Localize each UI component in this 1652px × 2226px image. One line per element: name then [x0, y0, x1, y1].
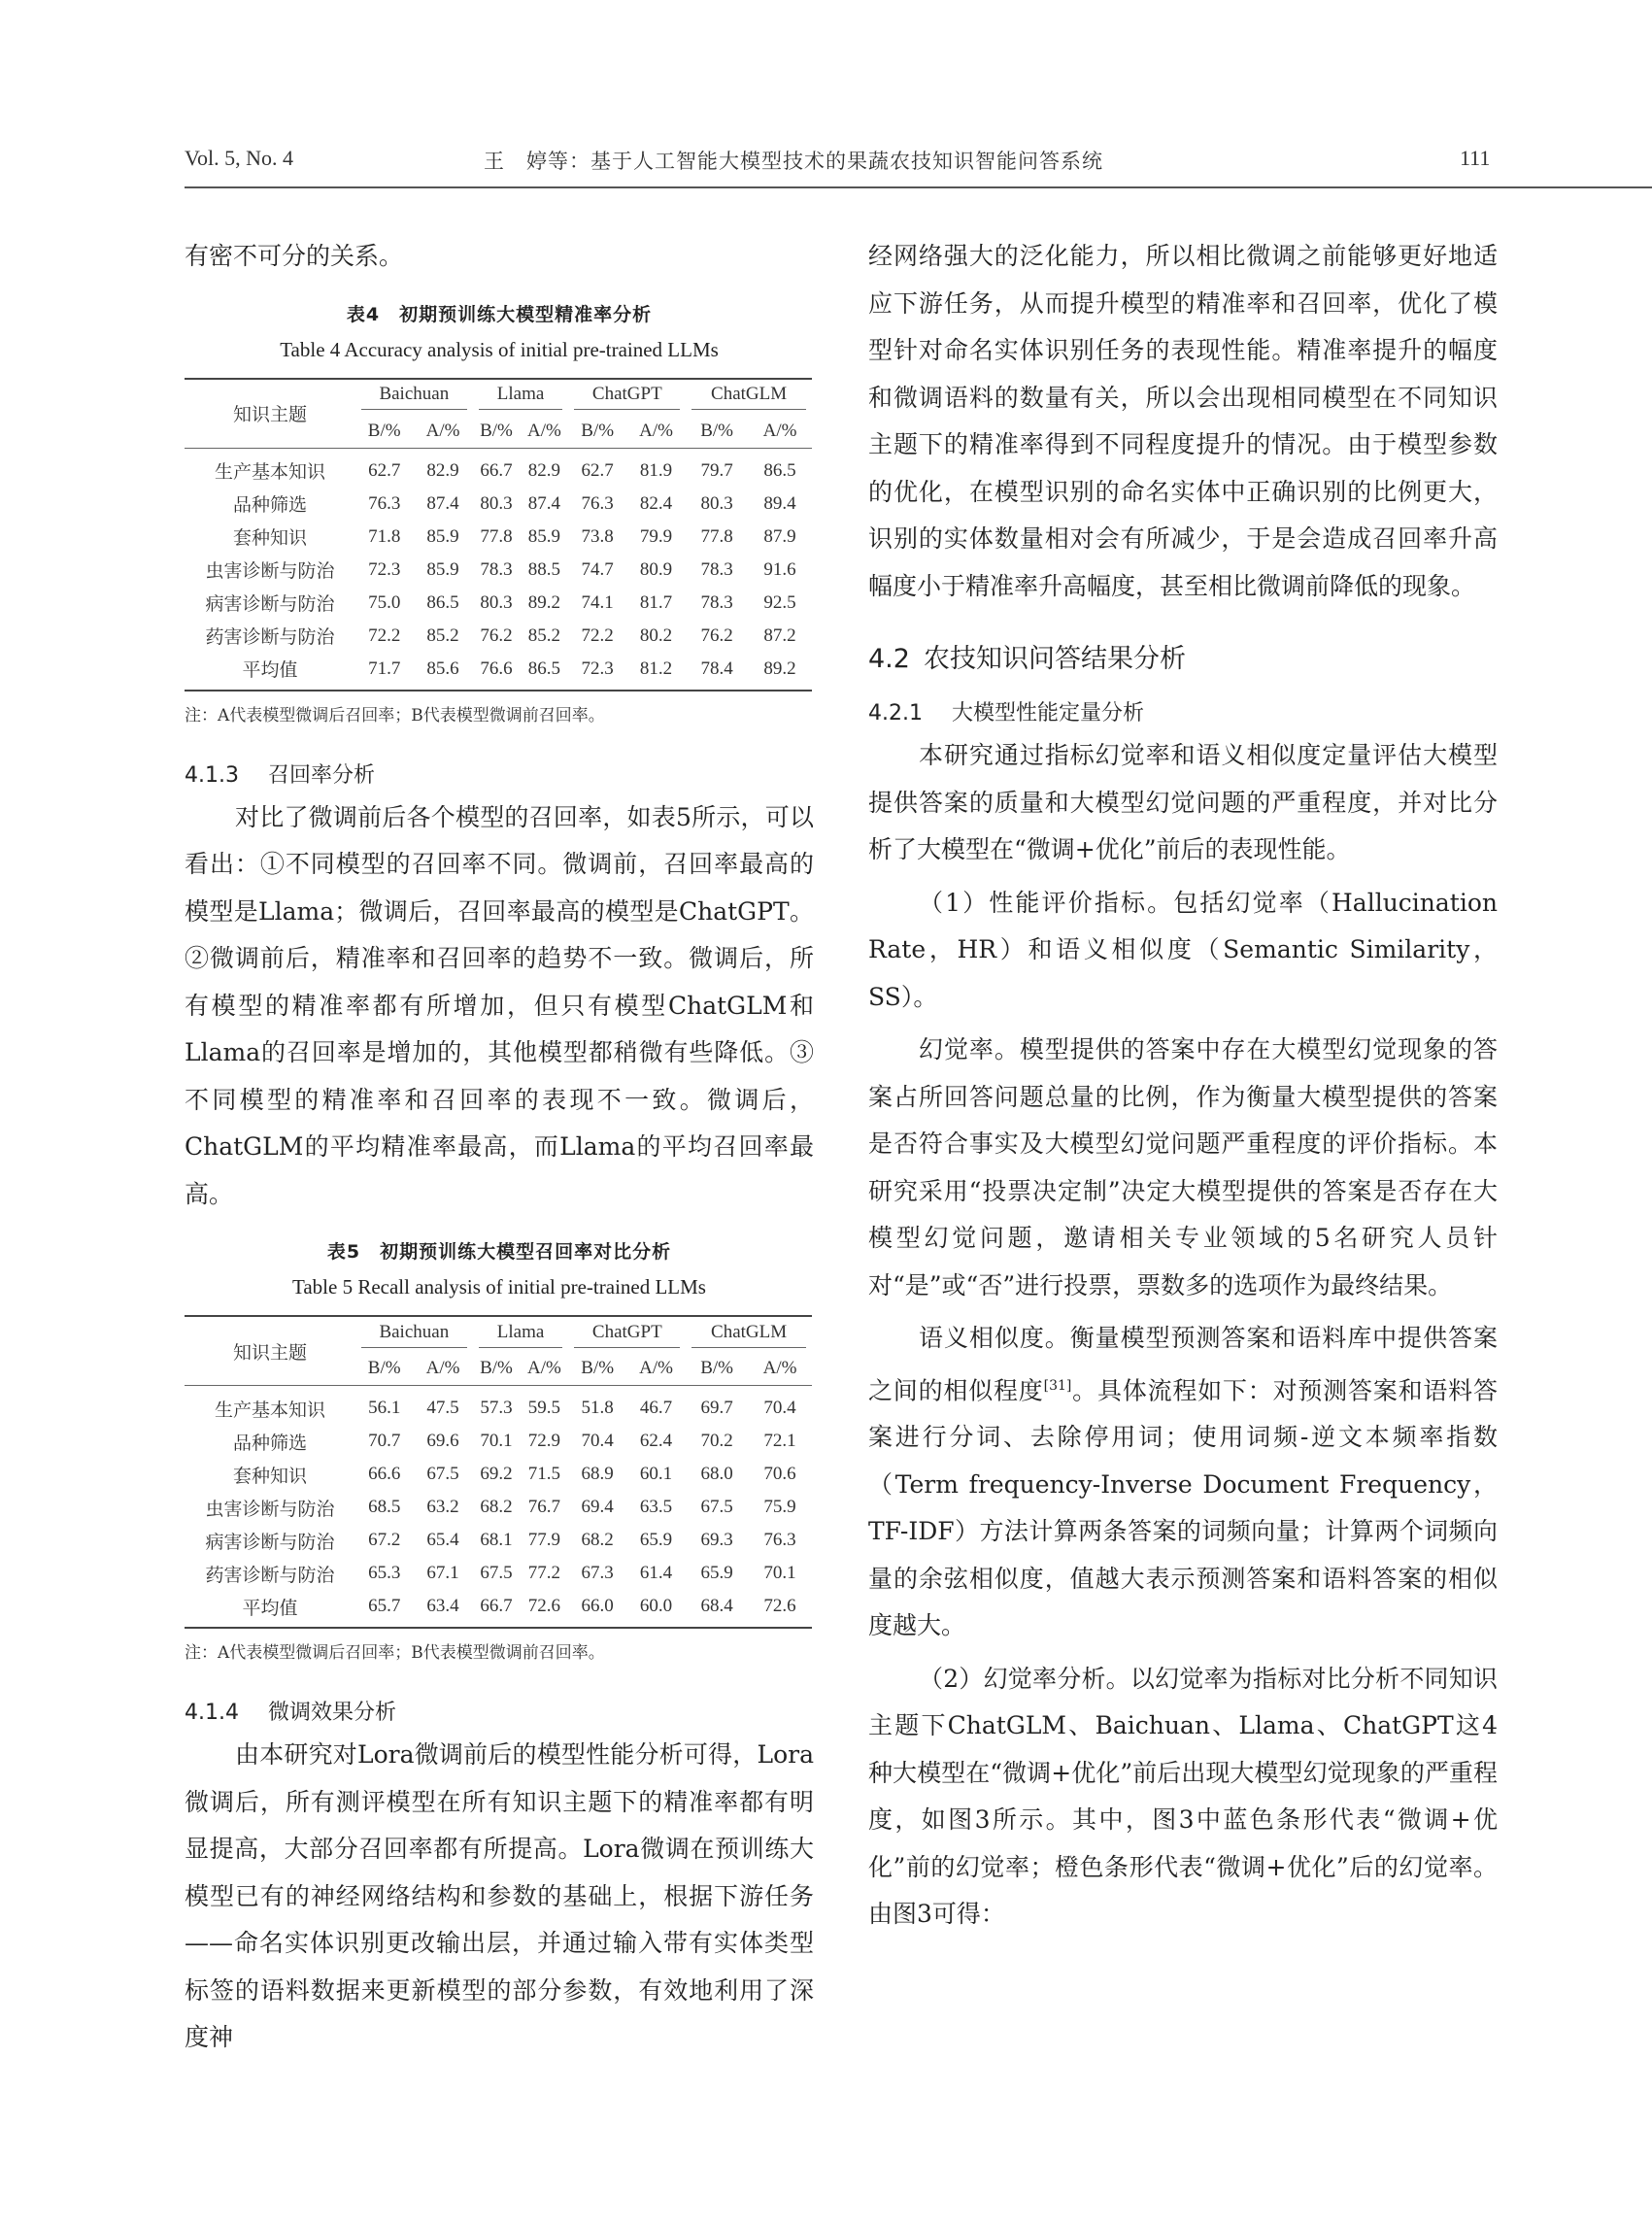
table4-sub-header: B/% [473, 415, 521, 449]
table-row [185, 620, 812, 653]
table-cell: 89.4 [763, 492, 796, 514]
table-cell: 70.4 [581, 1431, 614, 1451]
table-cell: 88.5 [527, 558, 561, 580]
table-cell: 68.9 [581, 1464, 614, 1484]
table4-body [185, 448, 812, 691]
table-row [185, 1425, 812, 1458]
table-cell: 89.2 [527, 591, 561, 613]
row-topic: 生产基本知识 [214, 1399, 325, 1421]
right-column [868, 233, 1498, 1939]
row-topic: 平均值 [242, 659, 298, 681]
table4-sub-header: B/% [568, 415, 625, 449]
table-cell: 78.3 [700, 591, 733, 613]
table-cell: 85.2 [527, 624, 561, 646]
table-cell: 62.7 [581, 459, 614, 481]
table-cell: 78.4 [700, 658, 733, 679]
table-cell: 85.6 [426, 658, 459, 679]
table4-sub-header: A/% [748, 415, 812, 449]
table-cell: 86.5 [763, 459, 796, 481]
table4-sub-header: B/% [355, 415, 413, 449]
table-cell: 80.2 [639, 624, 673, 646]
row-topic: 病害诊断与防治 [205, 1531, 335, 1553]
table-cell: 67.3 [581, 1563, 614, 1583]
table-cell: 76.6 [480, 658, 513, 679]
header-rule [185, 186, 1652, 188]
table-cell: 80.3 [700, 492, 733, 514]
table-cell: 80.9 [639, 558, 673, 580]
table-cell: 66.7 [480, 459, 513, 481]
table-cell: 82.9 [527, 459, 561, 481]
table-cell: 70.4 [763, 1398, 796, 1418]
citation-ref: [31] [1043, 1377, 1072, 1394]
page-number: 111 [1460, 146, 1491, 170]
table-cell: 76.2 [700, 624, 733, 646]
table-cell: 67.5 [480, 1563, 513, 1583]
table-cell: 57.3 [480, 1398, 513, 1418]
table-cell: 47.5 [426, 1398, 459, 1418]
row-topic: 生产基本知识 [214, 461, 325, 483]
table5-model-header: ChatGLM [686, 1316, 812, 1352]
table5-sub-header: B/% [686, 1352, 748, 1386]
table-cell: 74.7 [581, 558, 614, 580]
table-cell: 72.3 [368, 558, 401, 580]
table4-topic-header: 知识主题 [185, 379, 355, 449]
table-cell: 76.3 [581, 492, 614, 514]
table-cell: 70.7 [368, 1431, 401, 1451]
table-cell: 80.3 [480, 492, 513, 514]
table-cell: 59.5 [527, 1398, 561, 1418]
table-cell: 65.9 [700, 1563, 733, 1583]
row-topic: 虫害诊断与防治 [205, 1498, 335, 1520]
table4-sub-header: A/% [520, 415, 568, 449]
table-cell: 89.2 [763, 658, 796, 679]
table5-note: 注：A代表模型微调后召回率；B代表模型微调前召回率。 [185, 1643, 605, 1663]
table4-note: 注：A代表模型微调后召回率；B代表模型微调前召回率。 [185, 705, 605, 725]
table-cell: 68.2 [581, 1530, 614, 1550]
table-cell: 82.9 [426, 459, 459, 481]
table-cell: 76.7 [527, 1497, 561, 1517]
table-cell: 70.6 [763, 1464, 796, 1484]
table4-model-header: Llama [473, 379, 569, 415]
table-cell: 62.7 [368, 459, 401, 481]
table-cell: 62.4 [639, 1431, 673, 1451]
table-cell: 77.8 [700, 525, 733, 547]
table-cell: 71.5 [527, 1464, 561, 1484]
table-row [185, 1590, 812, 1628]
table-cell: 81.2 [639, 658, 673, 679]
table4-model-header: ChatGLM [686, 379, 812, 415]
section-4-1-3-paragraph: 对比了微调前后各个模型的召回率，如表5所示，可以看出：①不同模型的召回率不同。微调前，召回率最高的模型是Llama；微调后，召回率最高的模型是ChatGPT。②微调前后，精准率和召回率的趋势不一致。微调后，所有模型的精准率都有所增加，但只有模型ChatGLM和Llama的召回率是增加的，其他模型都稍微有些降低。③不同模型的精准率和召回率的表现不一致。微调后，ChatGLM的平均精准率最高，而Llama的平均召回率最高。 [185, 802, 814, 1208]
row-topic: 虫害诊断与防治 [205, 560, 335, 582]
table-cell: 85.9 [426, 558, 459, 580]
row-topic: 品种筛选 [232, 494, 307, 516]
table-cell: 68.0 [700, 1464, 733, 1484]
table4-model-header: Baichuan [355, 379, 473, 415]
table-cell: 72.6 [763, 1596, 796, 1616]
table-cell: 70.2 [700, 1431, 733, 1451]
table-row [185, 1491, 812, 1524]
table-cell: 69.6 [426, 1431, 459, 1451]
table-cell: 69.2 [480, 1464, 513, 1484]
table-cell: 69.7 [700, 1398, 733, 1418]
table-cell: 65.9 [639, 1530, 673, 1550]
table-cell: 72.2 [368, 624, 401, 646]
paragraph-hallucination-rate: 幻觉率。模型提供的答案中存在大模型幻觉现象的答案占所回答问题总量的比例，作为衡量大模型提供的答案是否符合事实及大模型幻觉问题严重程度的评价指标。本研究采用“投票决定制”决定大模型提供的答案是否存在大模型幻觉问题，邀请相关专业领域的5名研究人员针对“是”或“否”进行投票，票数多的选项作为最终结果。 [868, 1035, 1498, 1299]
table5-model-header: Llama [473, 1316, 569, 1352]
table5-sub-header: A/% [626, 1352, 686, 1386]
table-cell: 86.5 [426, 591, 459, 613]
table-cell: 75.9 [763, 1497, 796, 1517]
table-cell: 77.9 [527, 1530, 561, 1550]
table5-caption-en: Table 5 Recall analysis of initial pre-trained LLMs [292, 1275, 706, 1298]
row-topic: 药害诊断与防治 [205, 1564, 335, 1586]
table5-model-header: ChatGPT [568, 1316, 686, 1352]
table-cell: 63.2 [426, 1497, 459, 1517]
row-topic: 病害诊断与防治 [205, 593, 335, 615]
table5-caption-zh: 表5 初期预训练大模型召回率对比分析 [326, 1241, 672, 1263]
table-cell: 68.2 [480, 1497, 513, 1517]
table-cell: 66.6 [368, 1464, 401, 1484]
continued-paragraph: 经网络强大的泛化能力，所以相比微调之前能够更好地适应下游任务，从而提升模型的精准率和召回率，优化了模型针对命名实体识别任务的表现性能。精准率提升的幅度和微调语料的数量有关，所以会出现相同模型在不同知识主题下的精准率得到不同程度提升的情况。由于模型参数的优化，在模型识别的命名实体中正确识别的比例更大，识别的实体数量相对会有所减少，于是会造成召回率升高幅度小于精准率升高幅度，甚至相比微调前降低的现象。 [868, 242, 1498, 600]
table-row [185, 554, 812, 587]
table-cell: 85.2 [426, 624, 459, 646]
table-cell: 68.5 [368, 1497, 401, 1517]
table5-sub-header: B/% [568, 1352, 625, 1386]
table-cell: 71.7 [368, 658, 401, 679]
table5-model-header: Baichuan [355, 1316, 473, 1352]
table5-sub-header: B/% [473, 1352, 521, 1386]
table-row [185, 587, 812, 620]
table-cell: 77.2 [527, 1563, 561, 1583]
table-row [185, 448, 812, 488]
table-cell: 92.5 [763, 591, 796, 613]
left-column [185, 233, 814, 2062]
table-cell: 91.6 [763, 558, 796, 580]
table-cell: 65.4 [426, 1530, 459, 1550]
table4-caption-zh: 表4 初期预训练大模型精准率分析 [346, 303, 653, 325]
table-row [185, 488, 812, 521]
table-cell: 67.1 [426, 1563, 459, 1583]
table-cell: 76.2 [480, 624, 513, 646]
table-cell: 73.8 [581, 525, 614, 547]
table-cell: 60.0 [639, 1596, 673, 1616]
table-cell: 66.7 [480, 1596, 513, 1616]
table-cell: 68.1 [480, 1530, 513, 1550]
row-topic: 套种知识 [232, 527, 307, 549]
table-cell: 46.7 [639, 1398, 673, 1418]
table-cell: 67.2 [368, 1530, 401, 1550]
table4 [185, 378, 812, 691]
table-cell: 72.1 [763, 1431, 796, 1451]
table-cell: 76.3 [368, 492, 401, 514]
table-cell: 72.3 [581, 658, 614, 679]
table4-sub-header: A/% [626, 415, 686, 449]
table-cell: 78.3 [700, 558, 733, 580]
table-row [185, 1458, 812, 1491]
table-cell: 72.9 [527, 1431, 561, 1451]
table-cell: 63.4 [426, 1596, 459, 1616]
table-cell: 87.9 [763, 525, 796, 547]
section-4-2-heading: 4.2 农技知识问答结果分析 [868, 644, 1186, 674]
table4-sub-header: B/% [686, 415, 748, 449]
row-topic: 药害诊断与防治 [205, 626, 335, 648]
row-topic: 套种知识 [232, 1465, 307, 1487]
section-4-1-4-heading: 4.1.4 微调效果分析 [185, 1701, 396, 1725]
section-4-1-4-paragraph: 由本研究对Lora微调前后的模型性能分析可得，Lora微调后，所有测评模型在所有知识主题下的精准率都有明显提高，大部分召回率都有所提高。Lora微调在预训练大模型已有的神经网络结构和参数的基础上，根据下游任务——命名实体识别更改输出层，并通过输入带有实体类型标签的语料数据来更新模型的部分参数，有效地利用了深度神 [185, 1740, 814, 2051]
table-row [185, 653, 812, 691]
row-topic: 平均值 [242, 1597, 298, 1619]
paragraph-semantic-similarity: 语义相似度。衡量模型预测答案和语料库中提供答案之间的相似程度[31]。具体流程如下：对预测答案和语料答案进行分词、去除停用词；使用词频-逆文本频率指数（Term frequency-Inverse Document Frequency，TF-IDF）方法计算两条答案的词频向量；计算两个词频向量的余弦相似度，值越大表示预测答案和语料答案的相似度越大。 [868, 1324, 1498, 1640]
table-cell: 85.9 [426, 525, 459, 547]
table-row [185, 521, 812, 554]
table-row [185, 1524, 812, 1557]
table-cell: 78.3 [480, 558, 513, 580]
section-4-2-1-heading: 4.2.1 大模型性能定量分析 [868, 701, 1144, 725]
table-cell: 61.4 [639, 1563, 673, 1583]
table-cell: 76.3 [763, 1530, 796, 1550]
table-cell: 51.8 [581, 1398, 614, 1418]
table4-sub-header: A/% [413, 415, 472, 449]
table5-sub-header: B/% [355, 1352, 413, 1386]
table-cell: 71.8 [368, 525, 401, 547]
table-row [185, 1386, 812, 1426]
table-cell: 69.3 [700, 1530, 733, 1550]
table-cell: 65.3 [368, 1563, 401, 1583]
table4-model-header: ChatGPT [568, 379, 686, 415]
table-cell: 67.5 [700, 1497, 733, 1517]
section-4-1-3-heading: 4.1.3 召回率分析 [185, 762, 375, 788]
row-topic: 品种筛选 [232, 1432, 307, 1454]
table4-caption-en: Table 4 Accuracy analysis of initial pre-trained LLMs [280, 337, 719, 361]
table-row [185, 1557, 812, 1590]
table-cell: 80.3 [480, 591, 513, 613]
table-cell: 69.4 [581, 1497, 614, 1517]
table-cell: 70.1 [480, 1431, 513, 1451]
table-cell: 72.6 [527, 1596, 561, 1616]
table5-body [185, 1386, 812, 1629]
paragraph-intro: 本研究通过指标幻觉率和语义相似度定量评估大模型提供答案的质量和大模型幻觉问题的严重程度，并对比分析了大模型在“微调+优化”前后的表现性能。 [868, 741, 1498, 863]
table-cell: 68.4 [700, 1596, 733, 1616]
table5 [185, 1315, 812, 1629]
table-cell: 81.7 [639, 591, 673, 613]
table-cell: 86.5 [527, 658, 561, 679]
table-cell: 56.1 [368, 1398, 401, 1418]
table-cell: 82.4 [639, 492, 673, 514]
table5-topic-header: 知识主题 [185, 1316, 355, 1386]
table-cell: 85.9 [527, 525, 561, 547]
table-cell: 87.4 [426, 492, 459, 514]
table-cell: 79.9 [639, 525, 673, 547]
paragraph-hallucination-analysis: （2）幻觉率分析。以幻觉率为指标对比分析不同知识主题下ChatGLM、Baichuan、Llama、ChatGPT这4种大模型在“微调+优化”前后出现大模型幻觉现象的严重程度，如图3所示。其中，图3中蓝色条形代表“微调+优化”前的幻觉率；橙色条形代表“微调+优化”后的幻觉率。由图3可得： [868, 1664, 1498, 1929]
table-cell: 87.4 [527, 492, 561, 514]
table-cell: 79.7 [700, 459, 733, 481]
table-cell: 66.0 [581, 1596, 614, 1616]
table5-sub-header: A/% [748, 1352, 812, 1386]
journal-volume: Vol. 5, No. 4 [185, 146, 294, 170]
table-cell: 70.1 [763, 1563, 796, 1583]
table-cell: 87.2 [763, 624, 796, 646]
running-title: 王 婷等：基于人工智能大模型技术的果蔬农技知识智能问答系统 [484, 150, 1103, 173]
table-cell: 81.9 [639, 459, 673, 481]
table-cell: 63.5 [639, 1497, 673, 1517]
table-cell: 77.8 [480, 525, 513, 547]
intro-line: 有密不可分的关系。 [185, 242, 404, 270]
table-cell: 72.2 [581, 624, 614, 646]
table-cell: 65.7 [368, 1596, 401, 1616]
table-cell: 67.5 [426, 1464, 459, 1484]
table5-sub-header: A/% [413, 1352, 472, 1386]
table-cell: 74.1 [581, 591, 614, 613]
table-cell: 60.1 [639, 1464, 673, 1484]
paragraph-metrics: （1）性能评价指标。包括幻觉率（Hallucination Rate，HR）和语义相似度（Semantic Similarity，SS）。 [868, 888, 1498, 1011]
table-cell: 75.0 [368, 591, 401, 613]
table5-sub-header: A/% [520, 1352, 568, 1386]
